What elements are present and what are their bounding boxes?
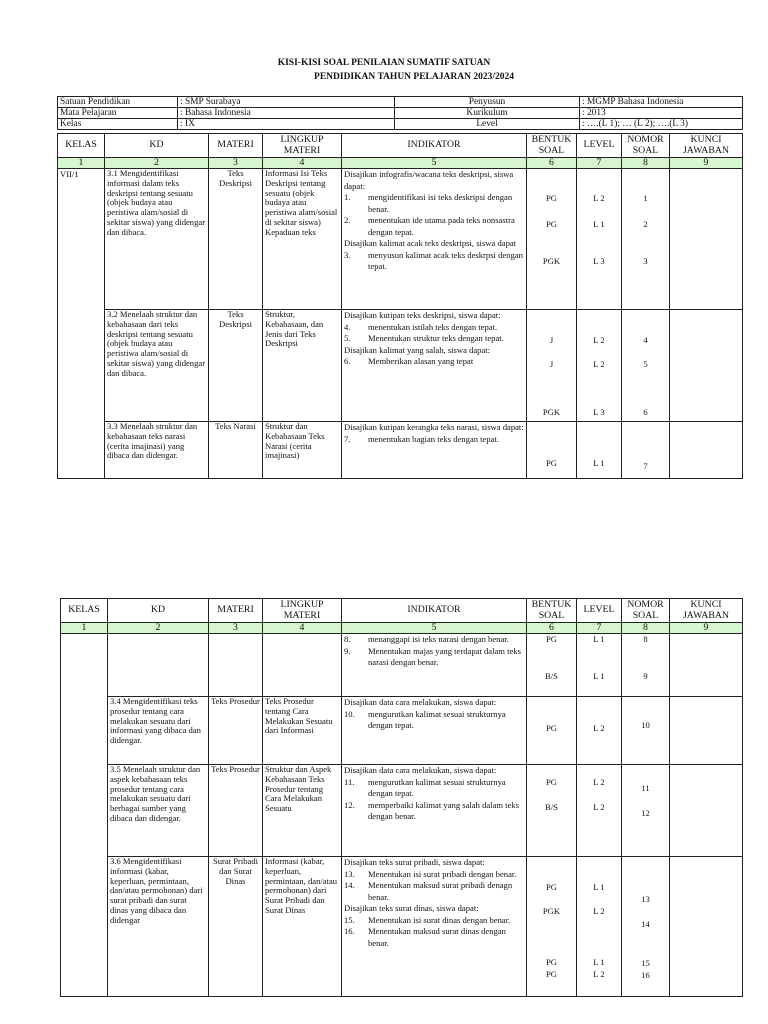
indikator-cell bbox=[342, 634, 527, 697]
header-nomor: NOMOR SOAL bbox=[622, 599, 670, 623]
indikator-cell bbox=[342, 765, 527, 857]
indikator-intro: Disajikan kalimat acak teks deskripsi, siswa dapat bbox=[344, 238, 517, 248]
kd-cell bbox=[108, 634, 209, 697]
materi-cell: Teks Prosedur bbox=[209, 697, 263, 765]
header-bentuk: BENTUK SOAL bbox=[527, 599, 577, 623]
kd-cell: 3.2 Menelaah struktur dan kebahasaan dari teks deskripsi tentang sesuatu (objek budaya atau peristiwa alam/sosial di sekitar siswa) yang didengar dan dibaca. bbox=[105, 310, 209, 422]
indikator-intro: Disajikan infografis/wacana teks deskripsi, siswa dapat: bbox=[344, 169, 514, 191]
indikator-cell bbox=[342, 857, 527, 997]
materi-cell bbox=[209, 634, 263, 697]
materi-cell: Teks Prosedur bbox=[209, 765, 263, 857]
level-cell: L 2 L 2 L 3 bbox=[577, 310, 622, 422]
indikator-item: 3. menyusun kalimat acak teks deskrpsi dengan tepat. bbox=[344, 249, 523, 271]
header-bentuk: BENTUK SOAL bbox=[527, 134, 577, 158]
materi-cell: Teks Deskripsi bbox=[209, 169, 263, 310]
indikator-cell bbox=[342, 422, 527, 479]
bentuk-cell: PG B/S bbox=[527, 765, 577, 857]
col-number: 3 bbox=[209, 623, 263, 634]
header-level: LEVEL bbox=[577, 599, 622, 623]
doc-title-line1: KISI-KISI SOAL PENILAIAN SUMATIF SATUAN bbox=[277, 58, 491, 68]
col-number: 2 bbox=[108, 623, 209, 634]
kunci-cell bbox=[670, 169, 743, 310]
kunci-cell bbox=[670, 422, 743, 479]
kd-cell: 3.5 Menelaah struktur dan aspek kebahasaan teks prosedur tentang cara melakukan sesuatu dari berbagai sumber yang dibaca dan didengar. bbox=[108, 765, 209, 857]
indikator-item: 6. Memberikan alasan yang tepat bbox=[344, 356, 474, 366]
kelas-cell: VII/1 bbox=[58, 169, 105, 479]
nomor-cell: 4 5 6 bbox=[622, 310, 670, 422]
blueprint-table-page2 bbox=[60, 598, 743, 997]
header-indikator: INDIKATOR bbox=[342, 599, 527, 623]
col-number: 3 bbox=[209, 158, 263, 169]
indikator-intro: Disajikan teks surat pribadi, siswa dapat: bbox=[344, 857, 485, 867]
lingkup-cell bbox=[263, 634, 342, 697]
header-lingkup: LINGKUP MATERI bbox=[263, 599, 342, 623]
indikator-item: 12. memperbaiki kalimat yang salah dalam teks dengan benar. bbox=[344, 799, 520, 821]
level-cell: L 2 L 2 bbox=[577, 765, 622, 857]
penyusun-value: : MGMP Bahasa Indonesia bbox=[580, 97, 743, 108]
kelas-value: : IX bbox=[178, 119, 395, 130]
col-number: 4 bbox=[263, 158, 342, 169]
header-kunci: KUNCI JAWABAN bbox=[670, 599, 743, 623]
header-materi: MATERI bbox=[209, 134, 263, 158]
indikator-item: 9. Menentukan majas yang terdapat dalam teks narasi dengan benar. bbox=[344, 645, 521, 667]
indikator-item: 8. menanggapi isi teks narasi dengan benar. bbox=[344, 634, 509, 644]
nomor-cell: 1 2 3 bbox=[622, 169, 670, 310]
kunci-cell bbox=[670, 634, 743, 697]
col-number: 4 bbox=[263, 623, 342, 634]
penyusun-label: Penyusun bbox=[395, 97, 580, 108]
kunci-cell bbox=[670, 765, 743, 857]
doc-title-line2: PENDIDIKAN TAHUN PELAJARAN 2023/2024 bbox=[314, 72, 514, 82]
col-number: 8 bbox=[622, 158, 670, 169]
nomor-cell: 11 12 bbox=[622, 765, 670, 857]
kunci-cell bbox=[670, 697, 743, 765]
col-number: 6 bbox=[527, 623, 577, 634]
kd-cell: 3.1 Mengidentifikasi informasi dalam teks deskripsi tentang sesuatu (objek budaya atau peristiwa alam/sosial di sekitar siswa) yang didengar dan dibaca. bbox=[105, 169, 209, 310]
nomor-cell: 8 9 bbox=[622, 634, 670, 697]
table-row bbox=[58, 169, 743, 310]
bentuk-cell: J J PGK bbox=[527, 310, 577, 422]
indikator-item: 11. mengurutkan kalimat sesuai strukturnya dengan tepat. bbox=[344, 776, 506, 798]
level-cell: L 2 bbox=[577, 697, 622, 765]
indikator-intro: Disajikan kutipan kerangka teks narasi, siswa dapat: bbox=[344, 422, 524, 432]
header-indikator: INDIKATOR bbox=[342, 134, 527, 158]
table-row bbox=[61, 765, 743, 857]
header-kd: KD bbox=[105, 134, 209, 158]
indikator-item: 5. Menentukan struktur teks dengan tepat. bbox=[344, 333, 504, 343]
satuan-label: Satuan Pendidikan bbox=[58, 97, 178, 108]
header-lingkup: LINGKUP MATERI bbox=[263, 134, 342, 158]
level-cell: L 1 L 1 bbox=[577, 634, 622, 697]
kd-cell: 3.6 Mengidentifikasi informasi (kabar, keperluan, permintaan, dan/atau permohonan) dari surat pribadi dan surat dinas yang dibaca dan didengar bbox=[108, 857, 209, 997]
indikator-item: 7. menentukan bagian teks dengan tepat. bbox=[344, 433, 500, 444]
kd-cell: 3.3 Menelaah struktur dan kebahasaan teks narasi (cerita imajinasi) yang dibaca dan didengar. bbox=[105, 422, 209, 479]
header-kd: KD bbox=[108, 599, 209, 623]
indikator-item: 2. menentukan ide utama pada teks nonsastra dengan tepat. bbox=[344, 215, 515, 237]
lingkup-cell: Struktur dan Aspek Kebahasaan Teks Prosedur tentang Cara Melakukan Sesuatu bbox=[263, 765, 342, 857]
level-label: Level bbox=[395, 119, 580, 130]
kunci-cell bbox=[670, 857, 743, 997]
lingkup-cell: Struktur dan Kebahasaan Teks Narasi (cerita imajinasi) bbox=[263, 422, 342, 479]
col-number: 5 bbox=[342, 158, 527, 169]
materi-cell: Surat Pribadi dan Surat Dinas bbox=[209, 857, 263, 997]
col-number: 7 bbox=[577, 623, 622, 634]
header-kelas: KELAS bbox=[58, 134, 105, 158]
mapel-value: : Bahasa Indonesia bbox=[178, 108, 395, 119]
col-number: 8 bbox=[622, 623, 670, 634]
indikator-item: 16. Menentukan maksud surat dinas dengan benar. bbox=[344, 926, 506, 948]
indikator-cell bbox=[342, 697, 527, 765]
col-number: 1 bbox=[61, 623, 108, 634]
nomor-cell: 13 14 15 16 bbox=[622, 857, 670, 997]
indikator-cell bbox=[342, 310, 527, 422]
indikator-intro: Disajikan data cara melakukan, siswa dapat: bbox=[344, 697, 497, 707]
indikator-item: 10. mengurutkan kalimat sesuai strukturnya dengan tepat. bbox=[344, 708, 506, 730]
level-value: : ….(L 1); … (L 2); ….(L 3) bbox=[580, 119, 743, 130]
indikator-item: 14. Menentukan maksud surat pribadi denagn benar. bbox=[344, 880, 513, 902]
indikator-item: 4. menentukan istilah teks dengan tepat. bbox=[344, 321, 498, 332]
kurikulum-value: : 2013 bbox=[580, 108, 743, 119]
indikator-intro: Disajikan kutipan teks deskripsi, siswa dapat: bbox=[344, 310, 501, 320]
indikator-intro: Disajikan kalimat yang salah, siswa dapat: bbox=[344, 344, 491, 355]
indikator-item: 13. Menentukan isi surat pribadi dengan benar. bbox=[344, 868, 517, 879]
table-row bbox=[61, 634, 743, 697]
bentuk-cell: PG PG PGK bbox=[527, 169, 577, 310]
kelas-cell bbox=[61, 634, 108, 997]
header-kunci: KUNCI JAWABAN bbox=[670, 134, 743, 158]
header-nomor: NOMOR SOAL bbox=[622, 134, 670, 158]
table-row bbox=[58, 422, 743, 479]
mapel-label: Mata Pelajaran bbox=[58, 108, 178, 119]
blueprint-table-page1 bbox=[57, 133, 743, 479]
lingkup-cell: Struktur, Kebahasaan, dan Jenis dari Teks Deskripsi bbox=[263, 310, 342, 422]
bentuk-cell: PG PGK PG PG bbox=[527, 857, 577, 997]
lingkup-cell: Informasi Isi Teks Deskripsi tentang sesuatu (objek budaya atau peristiwa alam/sosial di sekitar siswa) Kepaduan teks bbox=[263, 169, 342, 310]
col-number: 7 bbox=[577, 158, 622, 169]
table-row bbox=[61, 697, 743, 765]
header-level: LEVEL bbox=[577, 134, 622, 158]
bentuk-cell: PG bbox=[527, 422, 577, 479]
satuan-value: : SMP Surabaya bbox=[178, 97, 395, 108]
bentuk-cell: PG B/S bbox=[527, 634, 577, 697]
table-row bbox=[58, 310, 743, 422]
indikator-item: 15. Menentukan isi surat dinas dengan benar. bbox=[344, 914, 511, 925]
level-cell: L 2 L 1 L 3 bbox=[577, 169, 622, 310]
kd-cell: 3.4 Mengidentifikasi teks prosedur tentang cara melakukan sesuatu dari informasi yang dibaca dan didengar. bbox=[108, 697, 209, 765]
kunci-cell bbox=[670, 310, 743, 422]
header-materi: MATERI bbox=[209, 599, 263, 623]
col-number: 1 bbox=[58, 158, 105, 169]
level-cell: L 1 bbox=[577, 422, 622, 479]
materi-cell: Teks Deskripsi bbox=[209, 310, 263, 422]
kelas-label: Kelas bbox=[58, 119, 178, 130]
header-kelas: KELAS bbox=[61, 599, 108, 623]
col-number: 6 bbox=[527, 158, 577, 169]
lingkup-cell: Teks Prosedur tentang Cara Melakukan Sesuatu dari Informasi bbox=[263, 697, 342, 765]
col-number: 5 bbox=[342, 623, 527, 634]
nomor-cell: 7 bbox=[622, 422, 670, 479]
materi-cell: Teks Narasi bbox=[209, 422, 263, 479]
indikator-item: 1. mengidentifikasi isi teks deskripsi dengan benar. bbox=[344, 192, 513, 214]
col-number: 2 bbox=[105, 158, 209, 169]
nomor-cell: 10 bbox=[622, 697, 670, 765]
lingkup-cell: Informasi (kabar, keperluan, permintaan, dan/atau permohonan) dari Surat Pribadi dan Surat Dinas bbox=[263, 857, 342, 997]
indikator-intro: Disajikan teks surat dinas, siswa dapat: bbox=[344, 903, 479, 913]
indikator-intro: Disajikan data cara melakukan, siswa dapat: bbox=[344, 765, 497, 775]
col-number: 9 bbox=[670, 623, 743, 634]
bentuk-cell: PG bbox=[527, 697, 577, 765]
identity-table bbox=[57, 96, 743, 130]
table-row bbox=[61, 857, 743, 997]
kurikulum-label: Kurikulum bbox=[395, 108, 580, 119]
level-cell: L 1 L 2 L 1 L 2 bbox=[577, 857, 622, 997]
indikator-cell bbox=[342, 169, 527, 310]
col-number: 9 bbox=[670, 158, 743, 169]
